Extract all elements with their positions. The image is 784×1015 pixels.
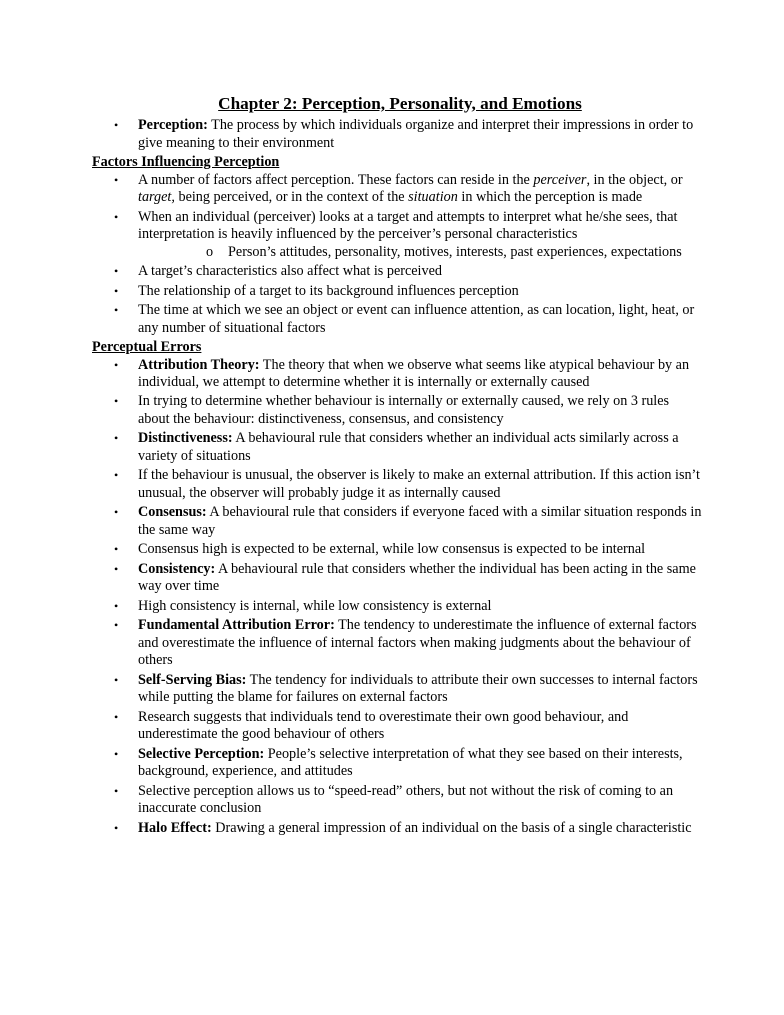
item-text: People’s selective interpretation of what they see based on their interests, background, experience, and attitudes bbox=[138, 745, 683, 780]
bullet-icon: • bbox=[114, 672, 119, 687]
list-item bbox=[92, 598, 702, 616]
term-label: Selective Perception: bbox=[138, 745, 265, 762]
item-text: A behavioural rule that considers if everyone faced with a similar situation responds in the same way bbox=[138, 504, 702, 539]
bullet-icon: • bbox=[114, 709, 119, 724]
sub-item-text: Person’s attitudes, personality, motives, interests, past experiences, expectations bbox=[228, 243, 682, 260]
bullet-icon: • bbox=[114, 468, 119, 483]
list-item bbox=[92, 561, 702, 596]
item-text: The relationship of a target to its background influences perception bbox=[138, 282, 519, 299]
bullet-icon: • bbox=[114, 118, 119, 132]
item-text: A behavioural rule that considers whether the individual has been acting in the same way over time bbox=[138, 560, 696, 595]
bullet-icon: • bbox=[114, 618, 119, 633]
list-item bbox=[92, 617, 702, 670]
bullet-icon: • bbox=[114, 598, 119, 613]
list-item bbox=[92, 283, 702, 301]
item-text: A behavioural rule that considers whether an individual acts similarly across a variety of situations bbox=[138, 430, 679, 465]
emphasis-text: perceiver bbox=[533, 171, 587, 188]
bullet-icon: • bbox=[114, 209, 119, 224]
list-item bbox=[92, 783, 702, 818]
bullet-icon: • bbox=[114, 542, 119, 557]
item-text: The tendency to underestimate the influence of external factors and overestimate the influence of internal factors when making judgments about the behaviour of others bbox=[138, 617, 697, 669]
list-item bbox=[92, 672, 702, 707]
list-item bbox=[92, 541, 702, 559]
item-text: being perceived, or in the context of the bbox=[174, 189, 409, 206]
item-text: A number of factors affect perception. These factors can reside in the bbox=[138, 171, 534, 188]
term-label: Perception: bbox=[138, 117, 208, 133]
section-heading: Factors Influencing Perception bbox=[92, 153, 280, 170]
list-item bbox=[92, 467, 702, 502]
document-title: Chapter 2: Perception, Personality, and Emotions bbox=[218, 94, 582, 113]
bullet-icon: • bbox=[114, 431, 119, 446]
item-text: Consensus high is expected to be external, while low consensus is expected to be internal bbox=[138, 541, 646, 558]
list-item bbox=[92, 357, 702, 392]
bullet-icon: • bbox=[114, 283, 119, 298]
term-definition: The process by which individuals organize and interpret their impressions in order to give meaning to their environment bbox=[138, 117, 694, 151]
term-label: Attribution Theory: bbox=[138, 356, 260, 373]
sub-bullet-icon: o bbox=[206, 243, 214, 260]
item-text: In trying to determine whether behaviour is internally or externally caused, we rely on 3 rules about the behaviour: distinctiveness, consensus, and consistency bbox=[138, 393, 670, 428]
term-label: Halo Effect: bbox=[138, 819, 212, 836]
bullet-icon: • bbox=[114, 172, 119, 187]
document-body bbox=[92, 93, 702, 839]
bullet-icon: • bbox=[114, 357, 119, 372]
item-text: The time at which we see an object or event can influence attention, as can location, light, heat, or any number of situational factors bbox=[138, 301, 695, 336]
intro-item bbox=[92, 117, 702, 152]
bullet-icon: • bbox=[114, 394, 119, 409]
list-item bbox=[92, 746, 702, 781]
term-label: Consensus: bbox=[138, 504, 207, 521]
item-text: in which the perception is made bbox=[457, 189, 643, 206]
item-text: A target’s characteristics also affect what is perceived bbox=[138, 263, 442, 280]
item-text: High consistency is internal, while low consistency is external bbox=[138, 597, 492, 614]
list-item bbox=[92, 430, 702, 465]
item-text: The tendency for individuals to attribute their own successes to internal factors while putting the blame for failures on external factors bbox=[138, 671, 698, 706]
item-text: When an individual (perceiver) looks at a target and attempts to interpret what he/she sees, that interpretation is heavily influenced by the perceiver’s personal characteristics bbox=[138, 208, 678, 243]
term-label: Consistency: bbox=[138, 560, 216, 577]
term-label: Distinctiveness: bbox=[138, 430, 233, 447]
list-item bbox=[92, 209, 702, 262]
list-item bbox=[92, 302, 702, 337]
section-list bbox=[92, 357, 702, 838]
section-list bbox=[92, 172, 702, 338]
bullet-icon: • bbox=[114, 783, 119, 798]
item-text: The theory that when we observe what seems like atypical behaviour by an individual, we attempt to determine whether it is internally or externally caused bbox=[138, 356, 690, 391]
bullet-icon: • bbox=[114, 302, 119, 317]
sections-container bbox=[92, 154, 702, 837]
bullet-icon: • bbox=[114, 264, 119, 279]
item-text: , in the object, or bbox=[586, 171, 683, 188]
bullet-icon: • bbox=[114, 746, 119, 761]
term-label: Self-Serving Bias: bbox=[138, 671, 247, 688]
emphasis-text: situation bbox=[408, 189, 458, 206]
term-label: Fundamental Attribution Error: bbox=[138, 617, 335, 634]
item-text: Selective perception allows us to “speed-read” others, but not without the risk of coming to an inaccurate conclusion bbox=[138, 782, 674, 817]
list-item bbox=[92, 263, 702, 281]
emphasis-text: target, bbox=[138, 189, 175, 206]
list-item bbox=[92, 820, 702, 838]
bullet-icon: • bbox=[114, 561, 119, 576]
item-text: Research suggests that individuals tend to overestimate their own good behaviour, and underestimate the good behaviour of others bbox=[138, 708, 629, 743]
intro-list bbox=[92, 117, 702, 152]
list-item bbox=[92, 709, 702, 744]
list-item bbox=[92, 504, 702, 539]
sub-list-item bbox=[184, 244, 702, 262]
item-text: If the behaviour is unusual, the observer is likely to make an external attribution. If this action isn’t unusual, the observer will probably judge it as internally caused bbox=[138, 467, 700, 502]
sub-list bbox=[138, 244, 702, 262]
bullet-icon: • bbox=[114, 505, 119, 520]
item-text: Drawing a general impression of an individual on the basis of a single characteristic bbox=[211, 819, 692, 836]
bullet-icon: • bbox=[114, 820, 119, 835]
list-item bbox=[92, 172, 702, 207]
section-heading: Perceptual Errors bbox=[92, 338, 202, 355]
list-item bbox=[92, 393, 702, 428]
